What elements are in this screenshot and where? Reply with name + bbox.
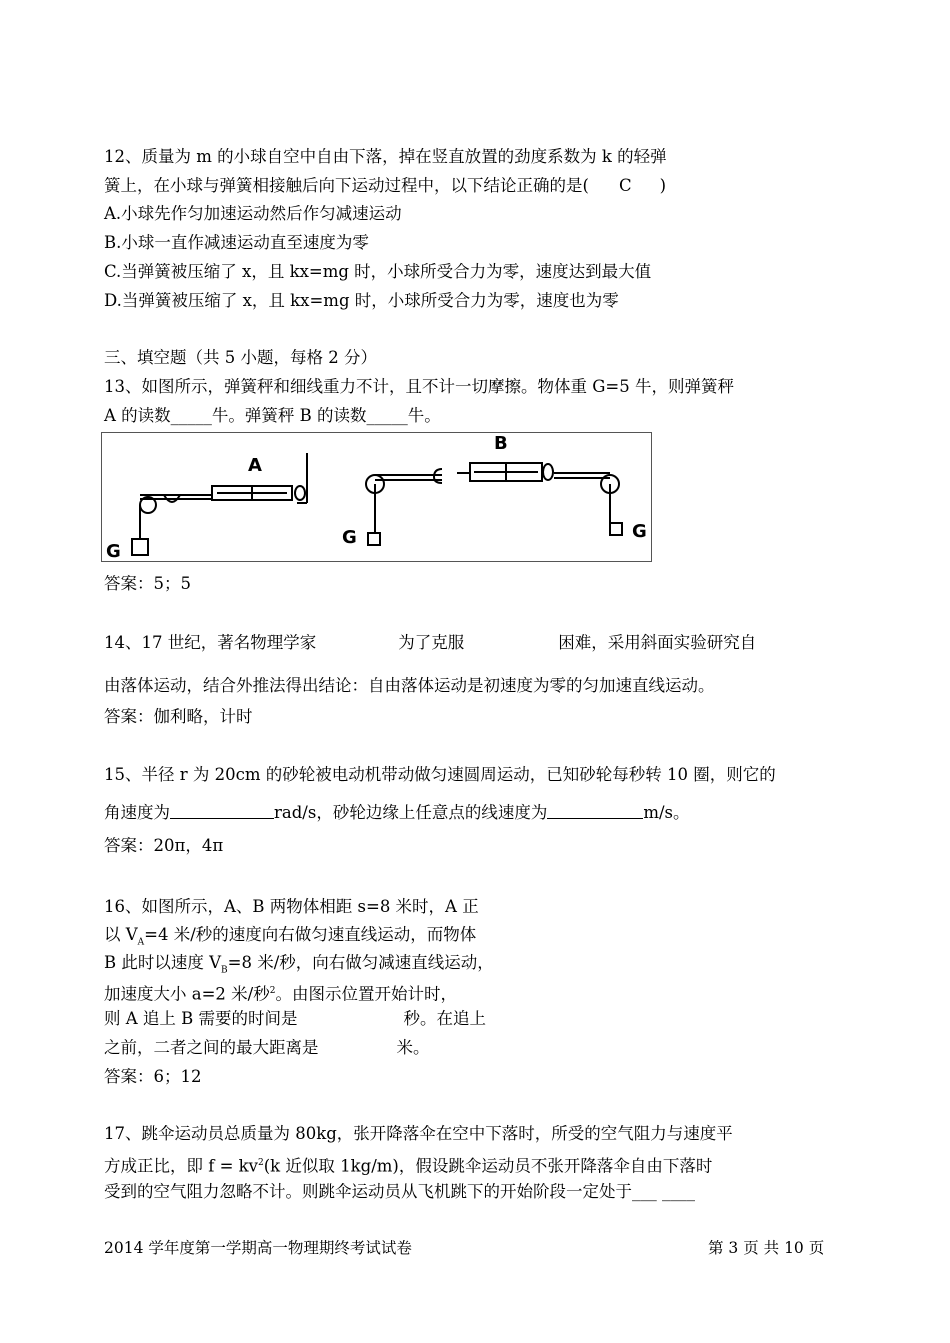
q17-l2b: (k 近似取 1kg/m)，假设跳伞运动员不张开降落伞自由下落时 [263,1156,713,1176]
q14-line1 [104,632,756,654]
q14-part1: 14、17 世纪，著名物理学家 [104,633,317,652]
q16-sub-a: A [137,937,145,948]
q15-blank-1 [170,802,274,819]
q12-option-d: D.当弹簧被压缩了 x，且 kx=mg 时，小球所受合力为零，速度也为零 [104,291,619,310]
q16-line5 [104,1008,486,1030]
q16-l2a: 以 V [104,925,138,944]
q14-part2: 为了克服 [398,633,465,652]
q17-line1: 17、跳伞运动员总质量为 80kg，张开降落伞在空中下落时，所受的空气阻力与速度平 [104,1124,733,1143]
q16-l3a: B 此时以速度 V [104,953,222,972]
label-b: B [494,433,508,454]
label-a: A [248,455,262,476]
q16-l5a: 则 A 追上 B 需要的时间是 [104,1009,298,1028]
q16-l2b: =4 米/秒的速度向右做匀速直线运动，而物体 [144,925,477,944]
q13-line1: 13、如图所示，弹簧秤和细线重力不计，且不计一切摩擦。物体重 G=5 牛，则弹簧秤 [104,377,734,396]
q16-line1: 16、如图所示，A、B 两物体相距 s=8 米时，A 正 [104,897,479,916]
q17-l2a: 方成正比，即 f = kv [104,1156,258,1176]
q16-line6 [104,1037,430,1059]
q14-answer: 答案：伽利略，计时 [104,707,253,726]
label-g-right: G [632,521,647,542]
q12-line1: 12、质量为 m 的小球自空中自由下落，掉在竖直放置的劲度系数为 k 的轻弹 [104,147,667,166]
q12-close-paren: ) [659,176,666,195]
q16-line2 [104,924,476,953]
q16-l6b: 米。 [396,1038,430,1057]
q16-sup-2: 2 [269,986,276,996]
q14-part3: 困难，采用斜面实验研究自 [558,633,757,652]
q16-l4a: 加速度大小 a=2 米/秒 [104,984,270,1004]
label-g-middle: G [342,527,357,548]
q15-answer: 答案：20π，4π [104,836,224,855]
section-3-heading: 三、填空题（共 5 小题，每格 2 分） [104,348,377,367]
q12-option-a: A.小球先作匀加速运动然后作匀减速运动 [104,204,402,223]
q16-line4 [104,980,457,1006]
q17-line3: 受到的空气阻力忽略不计。则跳伞运动员从飞机跳下的开始阶段一定处于___ ____ [104,1182,695,1201]
q16-l4b: 。由图示位置开始计时， [275,984,457,1004]
q12-stem: 簧上，在小球与弹簧相接触后向下运动过程中，以下结论正确的是( [104,176,589,195]
q12-line2 [104,175,666,197]
q16-l6a: 之前，二者之间的最大距离是 [104,1038,319,1057]
q15-part1: 角速度为 [104,803,170,822]
label-g-left: G [106,541,121,561]
q16-answer: 答案：6；12 [104,1067,202,1086]
q17-line2 [104,1152,712,1178]
q14-line2: 由落体运动，结合外推法得出结论：自由落体运动是初速度为零的匀加速直线运动。 [104,676,715,695]
q12-option-c: C.当弹簧被压缩了 x，且 kx=mg 时，小球所受合力为零，速度达到最大值 [104,262,652,281]
q13-line2: A 的读数_____牛。弹簧秤 B 的读数_____牛。 [104,406,441,425]
q15-part2: rad/s，砂轮边缘上任意点的线速度为 [274,803,548,822]
q16-l5b: 秒。在追上 [403,1009,487,1028]
q13-answer: 答案：5；5 [104,574,191,593]
q16-l3b: =8 米/秒，向右做匀减速直线运动， [227,953,494,972]
q15-line1: 15、半径 r 为 20cm 的砂轮被电动机带动做匀速圆周运动，已知砂轮每秒转 10 圈，则它的 [104,765,776,784]
page-number: 第 3 页 共 10 页 [708,1239,825,1257]
q12-option-b: B.小球一直作减速运动直至速度为零 [104,233,369,252]
q15-part3: m/s。 [643,803,690,822]
q16-line3 [104,952,494,981]
q12-answer: C [618,176,632,195]
q15-blank-2 [547,802,643,819]
q15-line2 [104,802,690,824]
spring-scale-diagram [102,433,651,561]
q16-sub-b: B [221,965,228,976]
q17-sup-2: 2 [258,1158,264,1168]
footer-title: 2014 学年度第一学期高一物理期终考试试卷 [104,1239,412,1257]
spring-scale-figure [101,432,652,562]
